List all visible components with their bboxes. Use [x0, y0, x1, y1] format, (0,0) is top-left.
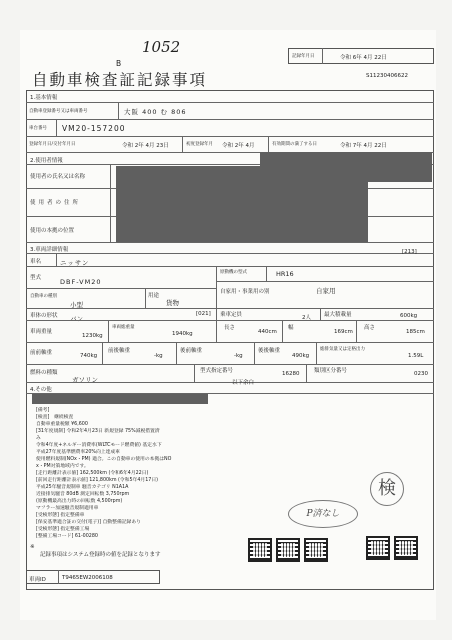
chassis-number-label: 車台番号	[29, 126, 47, 131]
qr-code-icon	[304, 538, 328, 562]
body-value: バン	[70, 315, 83, 323]
registration-date-value: 令和 2年 4月 23日	[122, 143, 169, 149]
max-load-label: 最大積載量	[324, 312, 352, 318]
purpose-value: 自家用	[316, 287, 336, 295]
inspection-stamp: 検	[370, 472, 404, 506]
note-line: [受検形態] 指定整備工場	[36, 527, 90, 532]
note-line: (原動機最高出力時の回転数 4,500rpm)	[36, 499, 123, 504]
expiry-label: 有効期間の満了する日	[272, 142, 317, 147]
length-label: 長さ	[224, 325, 236, 331]
type-cert-value: 16280	[282, 371, 300, 377]
note-line: [31年度規制] 令和2年4月23日 新規登録 75%減税措置済	[36, 429, 160, 434]
footer-asterisk: ※	[30, 544, 35, 550]
section-basic-heading: 1.基本情報	[30, 95, 58, 101]
displacement-value: 1.59L	[408, 353, 424, 359]
max-load-value: 600kg	[400, 313, 418, 319]
gross-weight-value: 1940kg	[172, 331, 193, 337]
front-front-axle-value: 740kg	[80, 353, 98, 359]
type-cert-label: 型式指定番号	[200, 368, 234, 374]
registration-number-value: 大阪 400 む 806	[124, 108, 187, 116]
front-front-axle-label: 前前軸重	[30, 350, 53, 356]
category-label: 類別区分番号	[314, 368, 348, 374]
height-value: 185cm	[406, 329, 425, 335]
category-value: 0230	[414, 371, 428, 377]
note-line: み	[36, 436, 41, 441]
note-line: 近接排気騒音 80dB 測定回転数 3,750rpm	[36, 492, 130, 497]
fuel-label: 燃料の種類	[30, 370, 58, 376]
maker-code: [213]	[402, 249, 417, 255]
note-line: [保安基準適合証の交付(電子)] 自動整備記録あり	[36, 520, 141, 525]
note-line: 使用燃料規制(NOx・PM) 適合。この自動車の使用の本拠はNO	[36, 457, 172, 462]
qr-code-icon	[276, 538, 300, 562]
registration-number-label: 自動車登録番号又は車両番号	[29, 109, 88, 114]
handwritten-stamp: P済なし	[288, 500, 358, 528]
section-other-heading: 4.その他	[30, 387, 52, 393]
note-line: 自動車重量税額 ¥6,600	[36, 422, 88, 427]
qr-code-icon	[394, 536, 418, 560]
weight-value: 1230kg	[82, 333, 103, 339]
redacted-other-info	[32, 394, 208, 404]
footer-note: 記録事項はシステム登録時の値を記録となります	[40, 552, 161, 558]
kind-value: 小型	[70, 301, 83, 309]
redacted-user-info-top	[260, 152, 432, 182]
page-title: 自動車検査証記録事項	[32, 71, 208, 89]
height-label: 高さ	[364, 325, 376, 331]
note-line: マフラー加速騒音規制適用車	[36, 506, 99, 511]
rear-front-axle-value: -kg	[234, 353, 243, 359]
handwritten-number: 1052	[142, 38, 181, 56]
record-date-label: 記録年月日	[292, 54, 315, 59]
displacement-label: 総排気量又は定格出力	[320, 347, 365, 352]
capacity-value: 2人	[302, 315, 311, 321]
note-line: [備考]	[36, 408, 50, 413]
body-code: [021]	[196, 311, 211, 317]
rear-rear-axle-value: 490kg	[292, 353, 310, 359]
note-line: [前回走行距離計表示値] 121,800km (令和5年4月17日)	[36, 478, 158, 483]
width-label: 幅	[288, 325, 294, 331]
gross-weight-label: 車両総重量	[112, 325, 135, 330]
section-user-heading: 2.使用者情報	[30, 158, 63, 164]
prefix-mark: B	[116, 59, 122, 68]
model-value: DBF-VM20	[60, 278, 102, 286]
inspection-certificate-page	[20, 30, 436, 620]
chassis-number-value: VM20-157200	[62, 124, 126, 133]
below-blank-text: 以下余白	[232, 380, 255, 386]
weight-label: 車両重量	[30, 329, 53, 335]
note-line: x・PM対策地域内です。	[36, 464, 89, 469]
fuel-value: ガソリン	[72, 376, 98, 384]
capacity-label: 乗車定員	[220, 312, 243, 318]
engine-label: 原動機の型式	[220, 270, 247, 275]
note-line: 令和4年度+ネルギー消費率(WLTCモード燃費値) 基定水下	[36, 443, 162, 448]
vehicle-id-label: 車両ID	[29, 577, 46, 583]
base-location-label: 使用の本拠の位置	[30, 228, 75, 234]
expiry-value: 令和 7年 4月 22日	[340, 143, 387, 149]
maker-value: ニッサン	[60, 259, 90, 267]
user-address-label: 使用者の住所	[30, 200, 82, 206]
qr-code-icon	[366, 536, 390, 560]
note-line: [走行距離計表示値] 162,500km (令和6年4月22日)	[36, 471, 149, 476]
note-line: [整備工場コード] 61-00280	[36, 534, 98, 539]
first-registration-label: 初度登録年月	[186, 142, 213, 147]
note-line: 平成25年騒音規制車 騒音カテゴリ N1A1A	[36, 485, 129, 490]
note-line: 平成27年度基準燃費率20%向上達成車	[36, 450, 120, 455]
user-name-label: 使用者の氏名又は名称	[30, 174, 86, 180]
body-label: 車体の形状	[30, 313, 58, 319]
note-line: [受検形態] 指定整備車	[36, 513, 85, 518]
note-line: [検査] 継続検査	[36, 415, 74, 420]
rear-rear-axle-label: 後後軸重	[258, 348, 281, 354]
section-vehicle-heading: 3.車両詳細情報	[30, 247, 69, 253]
use-value: 貨物	[166, 299, 179, 307]
vehicle-id-value: T9465EW2006108	[62, 575, 113, 581]
first-registration-value: 令和 2年 4月	[222, 143, 255, 149]
length-value: 440cm	[258, 329, 277, 335]
use-label: 用途	[148, 293, 160, 299]
width-value: 169cm	[334, 329, 353, 335]
qr-code-icon	[248, 538, 272, 562]
registration-date-label: 登録年月日/交付年月日	[29, 142, 76, 147]
engine-value: HR16	[276, 270, 294, 278]
purpose-label: 自家用・事業用の別	[220, 289, 270, 295]
kind-label: 自動車の種別	[30, 294, 57, 299]
front-rear-axle-label: 前後軸重	[108, 348, 131, 354]
front-rear-axle-value: -kg	[154, 353, 163, 359]
rear-front-axle-label: 後前軸重	[180, 348, 203, 354]
serial-number: S11230406622	[366, 73, 408, 79]
record-date-value: 令和 6年 4月 22日	[340, 55, 387, 61]
maker-label: 車名	[30, 259, 42, 265]
model-label: 型式	[30, 275, 42, 281]
